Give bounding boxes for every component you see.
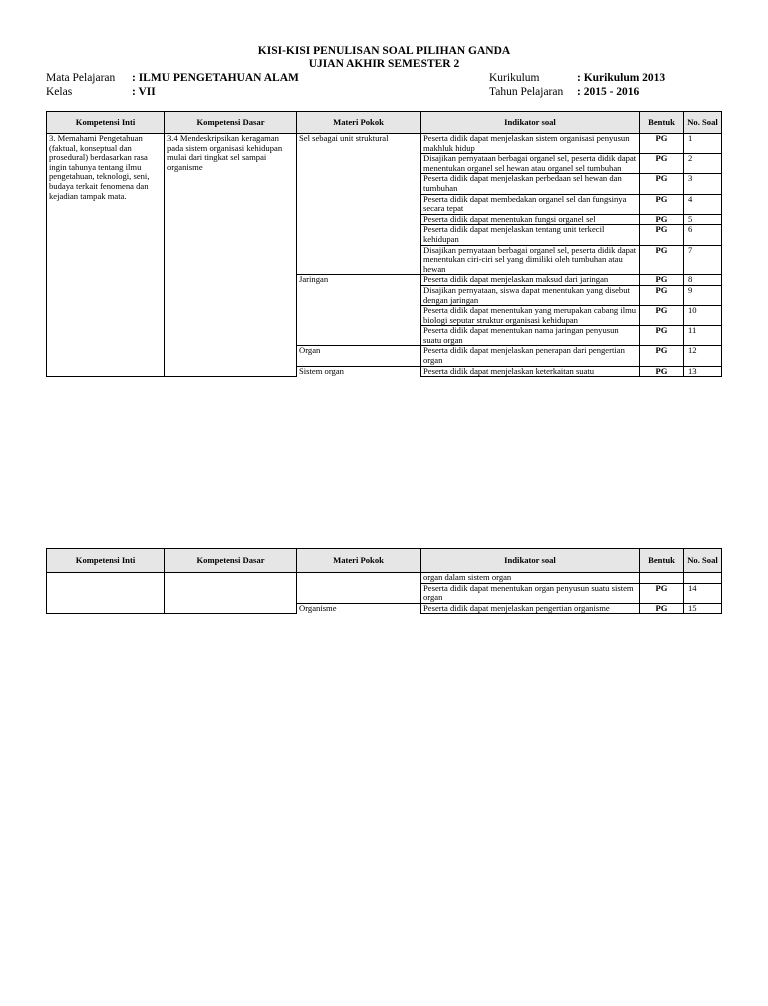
header-no-soal: No. Soal: [684, 112, 722, 134]
document-title: KISI-KISI PENULISAN SOAL PILIHAN GANDA: [257, 45, 511, 57]
indikator-cell: Disajikan pernyataan berbagai organel sel, peserta didik dapat menentukan ciri-ciri sel yang dimiliki oleh tumbuhan atau hewan: [421, 245, 640, 275]
table-row: [47, 134, 722, 154]
indikator-cell: Peserta didik dapat menentukan organ penyusun suatu sistem organ: [421, 583, 640, 603]
tahun-value: : 2015 - 2016: [577, 86, 640, 98]
materi-pokok-cell: Sel sebagai unit struktural: [297, 134, 421, 154]
no-soal-cell: 11: [684, 326, 722, 346]
mapel-label: Mata Pelajaran: [46, 72, 116, 84]
materi-pokok-cell: [297, 194, 421, 214]
kisi-table-page2: [46, 548, 722, 614]
bentuk-cell: PG: [640, 194, 684, 214]
indikator-cell: Peserta didik dapat menjelaskan tentang unit terkecil kehidupan: [421, 225, 640, 245]
bentuk-cell: PG: [640, 366, 684, 377]
materi-pokok-cell: [297, 174, 421, 194]
bentuk-cell: [640, 573, 684, 584]
kompetensi-dasar-cell: 3.4 Mendeskripsikan keragaman pada sistem organisasi kehidupan mulai dari tingkat sel sampai organisme: [165, 134, 297, 377]
materi-pokok-cell: Organisme: [297, 603, 421, 614]
header-materi-pokok: Materi Pokok: [297, 549, 421, 573]
header-kompetensi-dasar: Kompetensi Dasar: [165, 549, 297, 573]
header-indikator-soal: Indikator soal: [421, 549, 640, 573]
kompetensi-inti-cell: [47, 573, 165, 614]
indikator-cell: Peserta didik dapat menjelaskan sistem organisasi penyusun makhluk hidup: [421, 134, 640, 154]
bentuk-cell: PG: [640, 285, 684, 305]
indikator-cell: Peserta didik dapat menentukan yang merupakan cabang ilmu biologi seputar struktur organisasi kehidupan: [421, 306, 640, 326]
table-row: [47, 573, 722, 584]
no-soal-cell: 13: [684, 366, 722, 377]
header-bentuk: Bentuk: [640, 112, 684, 134]
indikator-cell: Disajikan pernyataan, siswa dapat menentukan yang disebut dengan jaringan: [421, 285, 640, 305]
materi-pokok-cell: [297, 154, 421, 174]
bentuk-cell: PG: [640, 275, 684, 286]
materi-pokok-cell: [297, 225, 421, 245]
bentuk-cell: PG: [640, 306, 684, 326]
header-kompetensi-inti: Kompetensi Inti: [47, 112, 165, 134]
no-soal-cell: 12: [684, 346, 722, 366]
indikator-cell: Peserta didik dapat menjelaskan keterkaitan suatu: [421, 366, 640, 377]
indikator-cell: Peserta didik dapat menjelaskan pengertian organisme: [421, 603, 640, 614]
materi-pokok-cell: Sistem organ: [297, 366, 421, 377]
indikator-cell: organ dalam sistem organ: [421, 573, 640, 584]
header-kompetensi-inti: Kompetensi Inti: [47, 549, 165, 573]
mapel-value: : ILMU PENGETAHUAN ALAM: [132, 72, 299, 84]
kompetensi-inti-cell: 3. Memahami Pengetahuan (faktual, konseptual dan prosedural) berdasarkan rasa ingin tahunya tentang ilmu pengetahuan, teknologi, seni, budaya terkait fenomena dan kejadian tampak mata.: [47, 134, 165, 377]
no-soal-cell: 1: [684, 134, 722, 154]
indikator-cell: Peserta didik dapat menjelaskan penerapan dari pengertian organ: [421, 346, 640, 366]
bentuk-cell: PG: [640, 134, 684, 154]
materi-pokok-cell: [297, 214, 421, 225]
indikator-cell: Peserta didik dapat menentukan fungsi organel sel: [421, 214, 640, 225]
kelas-value: : VII: [132, 86, 156, 98]
bentuk-cell: PG: [640, 326, 684, 346]
materi-pokok-cell: Organ: [297, 346, 421, 366]
bentuk-cell: PG: [640, 154, 684, 174]
kompetensi-dasar-cell: [165, 573, 297, 614]
indikator-cell: Peserta didik dapat menjelaskan maksud dari jaringan: [421, 275, 640, 286]
header-bentuk: Bentuk: [640, 549, 684, 573]
no-soal-cell: 7: [684, 245, 722, 275]
tahun-label: Tahun Pelajaran: [489, 86, 564, 98]
indikator-cell: Disajikan pernyataan berbagai organel sel, peserta didik dapat menentukan organel sel hewan atau organel sel tumbuhan: [421, 154, 640, 174]
bentuk-cell: PG: [640, 214, 684, 225]
no-soal-cell: 9: [684, 285, 722, 305]
bentuk-cell: PG: [640, 603, 684, 614]
materi-pokok-cell: [297, 573, 421, 584]
header-materi-pokok: Materi Pokok: [297, 112, 421, 134]
indikator-cell: Peserta didik dapat menjelaskan perbedaan sel hewan dan tumbuhan: [421, 174, 640, 194]
header-kompetensi-dasar: Kompetensi Dasar: [165, 112, 297, 134]
no-soal-cell: 14: [684, 583, 722, 603]
materi-pokok-cell: [297, 326, 421, 346]
no-soal-cell: 3: [684, 174, 722, 194]
no-soal-cell: 15: [684, 603, 722, 614]
kisi-table-page1: [46, 111, 722, 377]
materi-pokok-cell: [297, 285, 421, 305]
indikator-cell: Peserta didik dapat membedakan organel sel dan fungsinya secara tepat: [421, 194, 640, 214]
kurikulum-label: Kurikulum: [489, 72, 540, 84]
materi-pokok-cell: Jaringan: [297, 275, 421, 286]
bentuk-cell: PG: [640, 225, 684, 245]
materi-pokok-cell: [297, 306, 421, 326]
bentuk-cell: PG: [640, 346, 684, 366]
no-soal-cell: [684, 573, 722, 584]
document-subtitle: UJIAN AKHIR SEMESTER 2: [308, 58, 460, 70]
bentuk-cell: PG: [640, 583, 684, 603]
no-soal-cell: 6: [684, 225, 722, 245]
bentuk-cell: PG: [640, 245, 684, 275]
materi-pokok-cell: [297, 245, 421, 275]
no-soal-cell: 4: [684, 194, 722, 214]
indikator-cell: Peserta didik dapat menentukan nama jaringan penyusun suatu organ: [421, 326, 640, 346]
header-no-soal: No. Soal: [684, 549, 722, 573]
header-indikator-soal: Indikator soal: [421, 112, 640, 134]
no-soal-cell: 5: [684, 214, 722, 225]
no-soal-cell: 8: [684, 275, 722, 286]
no-soal-cell: 10: [684, 306, 722, 326]
bentuk-cell: PG: [640, 174, 684, 194]
no-soal-cell: 2: [684, 154, 722, 174]
materi-pokok-cell: [297, 583, 421, 603]
kelas-label: Kelas: [46, 86, 73, 98]
kurikulum-value: : Kurikulum 2013: [577, 72, 666, 84]
